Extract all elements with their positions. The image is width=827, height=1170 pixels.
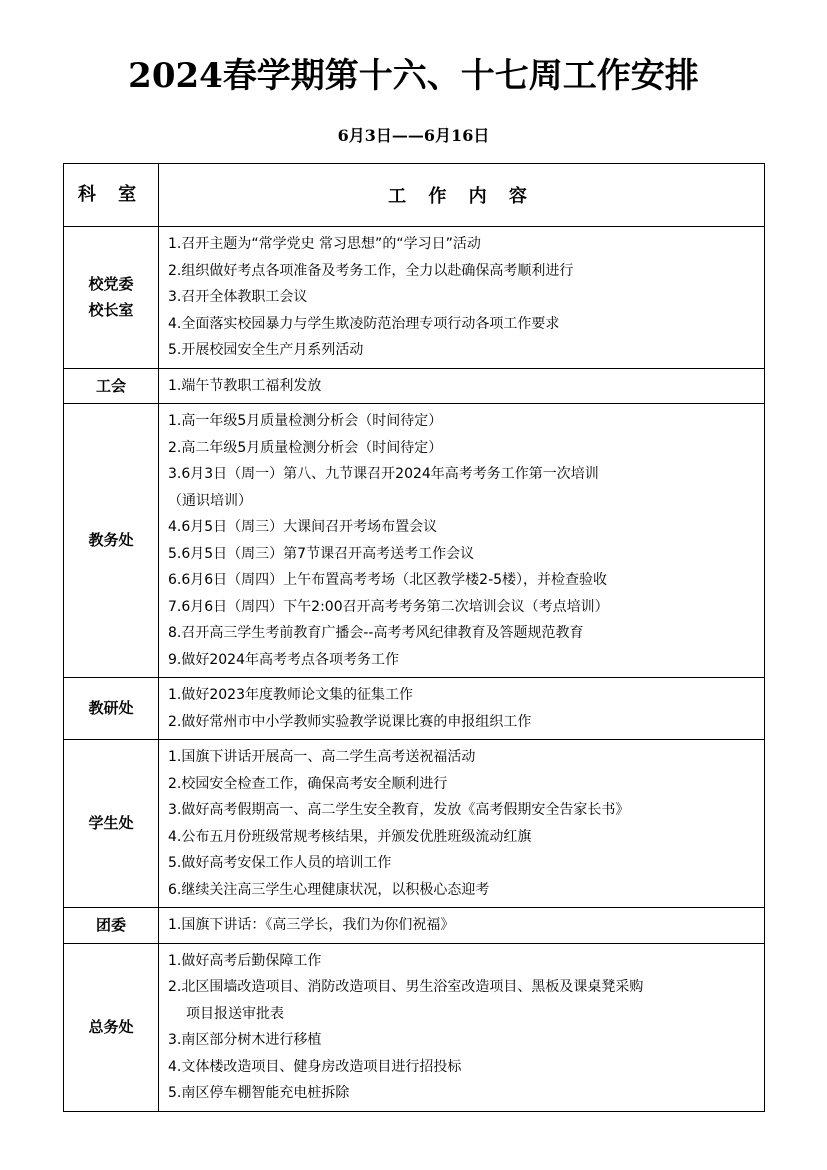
dept-cell [64, 227, 159, 369]
content-cell [159, 740, 765, 908]
work-schedule-table [63, 163, 765, 1112]
list-item: （通识培训） [168, 492, 252, 509]
content-cell [159, 908, 765, 944]
dept-cell [64, 678, 159, 740]
dept-cell [64, 404, 159, 678]
content-cell [159, 368, 765, 404]
header-dept: 科 室 [64, 164, 159, 227]
list-item: 8.召开高三学生考前教育广播会--高考考风纪律教育及答题规范教育 [168, 625, 584, 641]
dept-name: 团委 [95, 916, 126, 934]
list-item: 1.国旗下讲话：《高三学长，我们为你们祝福》 [168, 917, 455, 933]
dept-cell [64, 943, 159, 1111]
table-row [64, 943, 765, 1111]
table-row [64, 908, 765, 944]
dept-cell [64, 908, 159, 944]
dept-name: 工会 [95, 376, 126, 395]
table-row [64, 404, 765, 678]
list-item: 2.组织做好考点各项准备及考务工作，全力以赴确保高考顺利进行 [168, 262, 574, 279]
list-item: 4.文体楼改造项目、健身房改造项目进行招投标 [168, 1058, 462, 1075]
list-item: 2.校园安全检查工作，确保高考安全顺利进行 [168, 775, 448, 792]
list-item: 5.开展校园安全生产月系列活动 [168, 342, 364, 358]
list-item: 5.6月5日（周三）第7节课召开高考送考工作会议 [168, 545, 475, 562]
dept-name: 校党委 [88, 274, 134, 293]
header-content: 工 作 内 容 [159, 164, 765, 227]
list-item: 3.南区部分树木进行移植 [168, 1032, 322, 1048]
dept-cell [64, 368, 159, 404]
list-item: 1.召开主题为“常学党史 常习思想”的“学习日”活动 [168, 236, 481, 252]
list-item: 5.南区停车棚智能充电桩拆除 [168, 1085, 350, 1101]
list-item: 7.6月6日（周四）下午2:00召开高考考务第二次培训会议（考点培训） [168, 598, 609, 615]
list-item: 1.做好2023年度教师论文集的征集工作 [168, 687, 413, 703]
dept-name: 教务处 [88, 531, 134, 550]
list-item: 2.高二年级5月质量检测分析会（时间待定） [168, 439, 443, 456]
page-title: 2024春学期第十六、十七周工作安排 [128, 56, 699, 96]
list-item: 4.6月5日（周三）大课间召开考场布置会议 [168, 519, 438, 535]
list-item: 2.北区围墙改造项目、消防改造项目、男生浴室改造项目、黑板及课桌凳采购 [168, 979, 644, 995]
content-cell [159, 404, 765, 678]
dept-name: 校长室 [88, 301, 134, 320]
table-row [64, 740, 765, 908]
content-cell [159, 943, 765, 1111]
list-item: 2.做好常州市中小学教师实验教学说课比赛的申报组织工作 [168, 713, 532, 730]
dept-name: 学生处 [88, 814, 134, 833]
table-row [64, 368, 765, 404]
dept-name: 教研处 [88, 699, 134, 718]
date-range: 6月3日——6月16日 [337, 126, 490, 145]
content-cell [159, 227, 765, 369]
list-item: 1.国旗下讲话开展高一、高二学生高考送祝福活动 [168, 749, 476, 765]
list-item: 6.继续关注高三学生心理健康状况，以积极心态迎考 [168, 881, 490, 898]
list-item: 5.做好高考安保工作人员的培训工作 [168, 855, 392, 871]
list-item: 3.召开全体教职工会议 [168, 289, 308, 305]
table-row [64, 678, 765, 740]
dept-cell [64, 740, 159, 908]
list-item: 4.全面落实校园暴力与学生欺凌防范治理专项行动各项工作要求 [168, 315, 560, 332]
table-row [64, 227, 765, 369]
list-item: 6.6月6日（周四）上午布置高考考场（北区教学楼2-5楼），并检查验收 [168, 572, 608, 588]
list-item: 4.公布五月份班级常规考核结果，并颁发优胜班级流动红旗 [168, 828, 532, 845]
dept-name: 总务处 [88, 1017, 134, 1036]
table-header-row [64, 164, 765, 227]
list-item: 1.端午节教职工福利发放 [168, 377, 322, 394]
list-item: 1.做好高考后勤保障工作 [168, 952, 322, 969]
list-item: 1.高一年级5月质量检测分析会（时间待定） [168, 413, 443, 429]
content-cell [159, 678, 765, 740]
list-item: 3.做好高考假期高一、高二学生安全教育，发放《高考假期安全告家长书》 [168, 802, 630, 818]
list-item: 9.做好2024年高考考点各项考务工作 [168, 651, 399, 668]
list-item: 3.6月3日（周一）第八、九节课召开2024年高考考务工作第一次培训 [168, 466, 599, 482]
list-item-continuation: 项目报送审批表 [186, 1005, 284, 1022]
